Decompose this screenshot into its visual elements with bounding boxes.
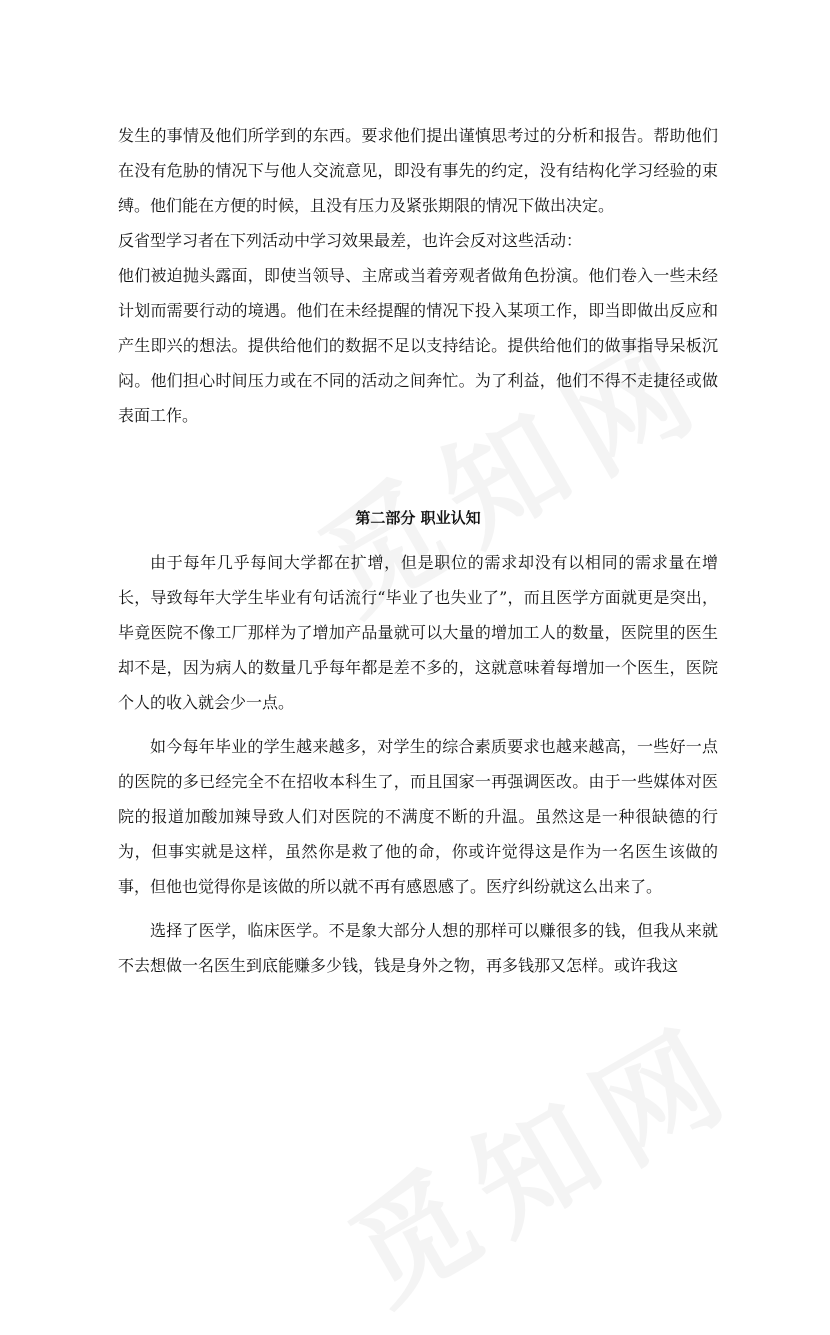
paragraph: 如今每年毕业的学生越来越多，对学生的综合素质要求也越来越高，一些好一点的医院的多已经完全不在招收本科生了，而且国家一再强调医改。由于一些媒体对医院的报道加酸加辣导致人们对医院的不满度不断的升温。虽然这是一种很缺德的行为，但事实就是这样，虽然你是救了他的命，你或许觉得这是作为一名医生该做的事，但他也觉得你是该做的所以就不再有感恩感了。医疗纠纷就这么出来了。 (118, 737, 718, 896)
spacer (118, 433, 718, 501)
spacer (118, 536, 718, 545)
spacer (118, 904, 718, 913)
section-heading: 第二部分 职业认知 (355, 509, 481, 527)
document-body (118, 118, 718, 983)
paragraph: 发生的事情及他们所学到的东西。要求他们提出谨慎思考过的分析和报告。帮助他们在没有危胁的情况下与他人交流意见，即没有事先的约定，没有结构化学习经验的束缚。他们能在方便的时候，且没有压力及紧张期限的情况下做出决定。 (118, 126, 718, 215)
paragraph: 由于每年几乎每间大学都在扩增，但是职位的需求却没有以相同的需求量在增长，导致每年大学生毕业有句话流行“毕业了也失业了”，而且医学方面就更是突出，毕竟医院不像工厂那样为了增加产品量就可以大量的增加工人的数量，医院里的医生却不是，因为病人的数量几乎每年都是差不多的，这就意味着每增加一个医生，医院个人的收入就会少一点。 (118, 553, 718, 712)
spacer (118, 720, 718, 729)
paragraph: 反省型学习者在下列活动中学习效果最差，也许会反对这些活动： (118, 231, 583, 250)
paragraph: 选择了医学，临床医学。不是象大部分人想的那样可以赚很多的钱，但我从来就不去想做一名医生到底能赚多少钱，钱是身外之物，再多钱那又怎样。或许我这 (118, 921, 718, 975)
paragraph: 他们被迫抛头露面，即使当领导、主席或当着旁观者做角色扮演。他们卷入一些未经计划而需要行动的境遇。他们在未经提醒的情况下投入某项工作，即当即做出反应和产生即兴的想法。提供给他们的数据不足以支持结论。提供给他们的做事指导呆板沉闷。他们担心时间压力或在不同的活动之间奔忙。为了利益，他们不得不走捷径或做表面工作。 (118, 266, 718, 425)
watermark (315, 977, 765, 1335)
